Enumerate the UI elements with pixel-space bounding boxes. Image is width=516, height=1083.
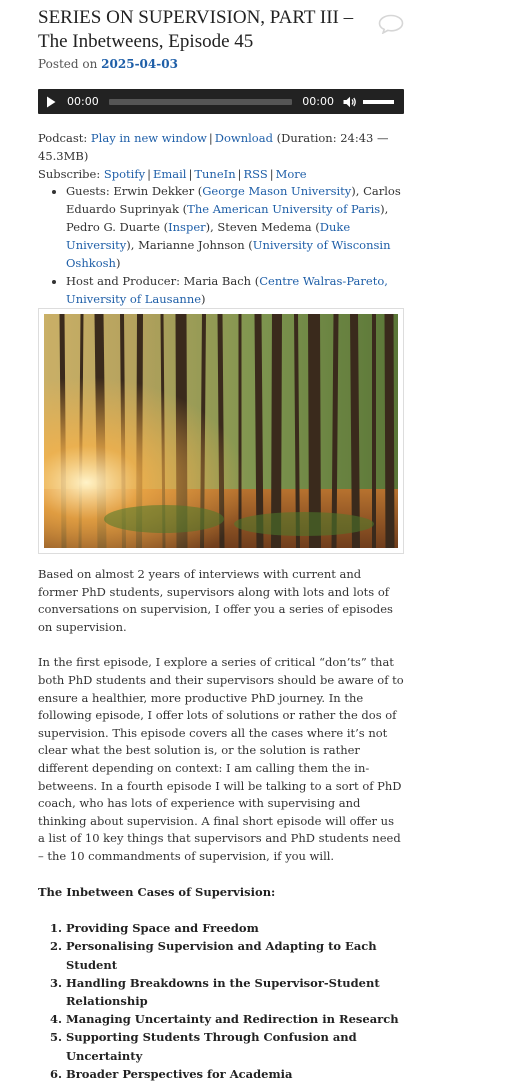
guests-text: ), Pedro G. Duarte ( xyxy=(66,202,389,234)
guests-text: ), Carlos Eduardo Suprinyak ( xyxy=(66,184,401,216)
download-link[interactable]: Download xyxy=(214,131,273,145)
list-item: 6. Broader Perspectives for Academia xyxy=(66,1065,404,1083)
featured-image xyxy=(38,308,404,554)
host-item xyxy=(66,272,404,308)
volume-icon[interactable] xyxy=(343,96,357,108)
play-icon[interactable] xyxy=(46,96,58,108)
guests-item xyxy=(66,182,404,272)
forest-sunlight-image xyxy=(44,314,398,548)
guest-affil-link-3[interactable]: Insper xyxy=(168,220,206,234)
guest-affil-link-1[interactable]: George Mason University xyxy=(202,184,352,198)
post-title: SERIES ON SUPERVISION, PART III – The Inbetweens, Episode 45 xyxy=(38,7,354,52)
subscribe-email-link[interactable]: Email xyxy=(152,167,187,181)
host-text: Host and Producer: Maria Bach ( xyxy=(66,274,260,288)
current-time: 00:00 xyxy=(67,95,99,108)
guest-affil-link-2[interactable]: The American University of Paris xyxy=(187,202,381,216)
subscribe-line: Subscribe: Spotify | Email | TuneIn | RSS | More xyxy=(38,167,307,181)
list-item: 1. Providing Space and Freedom xyxy=(66,919,404,937)
guests-text: Guests: Erwin Dekker ( xyxy=(66,184,203,198)
progress-track[interactable] xyxy=(109,99,293,105)
subscribe-spotify-link[interactable]: Spotify xyxy=(103,167,146,181)
host-affil-link[interactable]: Centre Walras-Pareto, University of Lausanne xyxy=(66,274,388,306)
posted-label: Posted on xyxy=(38,57,98,71)
podcast-links xyxy=(38,129,404,183)
comment-bubble-icon[interactable] xyxy=(378,14,404,34)
subscribe-more-link[interactable]: More xyxy=(275,167,307,181)
list-item: 3. Handling Breakdowns in the Supervisor-Student Relationship xyxy=(66,974,404,1010)
post-body xyxy=(38,566,404,1083)
duration-text: (Duration: 24:43 — 45.3MB) xyxy=(38,131,389,163)
post-date-link[interactable]: 2025-04-03 xyxy=(101,57,178,71)
play-new-window-link[interactable]: Play in new window xyxy=(90,131,207,145)
guests-text: ), Marianne Johnson ( xyxy=(126,238,253,252)
host-text: ) xyxy=(201,292,206,306)
podcast-label: Podcast: xyxy=(38,131,88,145)
guests-text: ) xyxy=(115,256,121,270)
cases-heading: The Inbetween Cases of Supervision: xyxy=(38,884,276,899)
subscribe-rss-link[interactable]: RSS xyxy=(243,167,268,181)
podcast-line: Podcast: Play in new window | Download (Duration: 24:43 — 45.3MB) xyxy=(38,131,389,163)
guest-affil-link-4[interactable]: Duke University xyxy=(66,220,351,252)
volume-slider[interactable] xyxy=(363,100,394,104)
guests-text: ), Steven Medema ( xyxy=(205,220,320,234)
cases-list xyxy=(38,919,404,1083)
audio-player xyxy=(38,89,404,114)
post-meta xyxy=(38,56,178,72)
subscribe-label: Subscribe: xyxy=(38,167,101,181)
list-item: 5. Supporting Students Through Confusion and Uncertainty xyxy=(66,1028,404,1064)
subscribe-tunein-link[interactable]: TuneIn xyxy=(194,167,236,181)
guest-affil-link-5[interactable]: University of Wisconsin Oshkosh xyxy=(66,238,391,270)
description-paragraph: In the first episode, I explore a series of critical “don’ts” that both PhD students and their supervisors should be aware of to ensure a healthier, more productive PhD journey. In the following episode, I offer lots of solutions or rather the dos of supervision. This episode covers all the cases where it’s not clear what the best solution is, or the solution is rather different depending on context: I am calling them the in-betweens. In a fourth episode I will be talking to a sort of PhD coach, who has lots of experience with supervising and thinking about supervision. A final short episode will offer us a list of 10 key things that supervisors and PhD students need – the 10 commandments of supervision, if you will. xyxy=(38,655,404,863)
credits-list xyxy=(38,182,404,308)
list-item: 4. Managing Uncertainty and Redirection in Research xyxy=(66,1010,404,1028)
list-item: 2. Personalising Supervision and Adapting to Each Student xyxy=(66,937,404,973)
intro-paragraph: Based on almost 2 years of interviews with current and former PhD students, supervisors along with lots and lots of conversations on supervision, I offer you a series of episodes on supervision. xyxy=(38,567,393,634)
duration-time: 00:00 xyxy=(302,95,334,108)
